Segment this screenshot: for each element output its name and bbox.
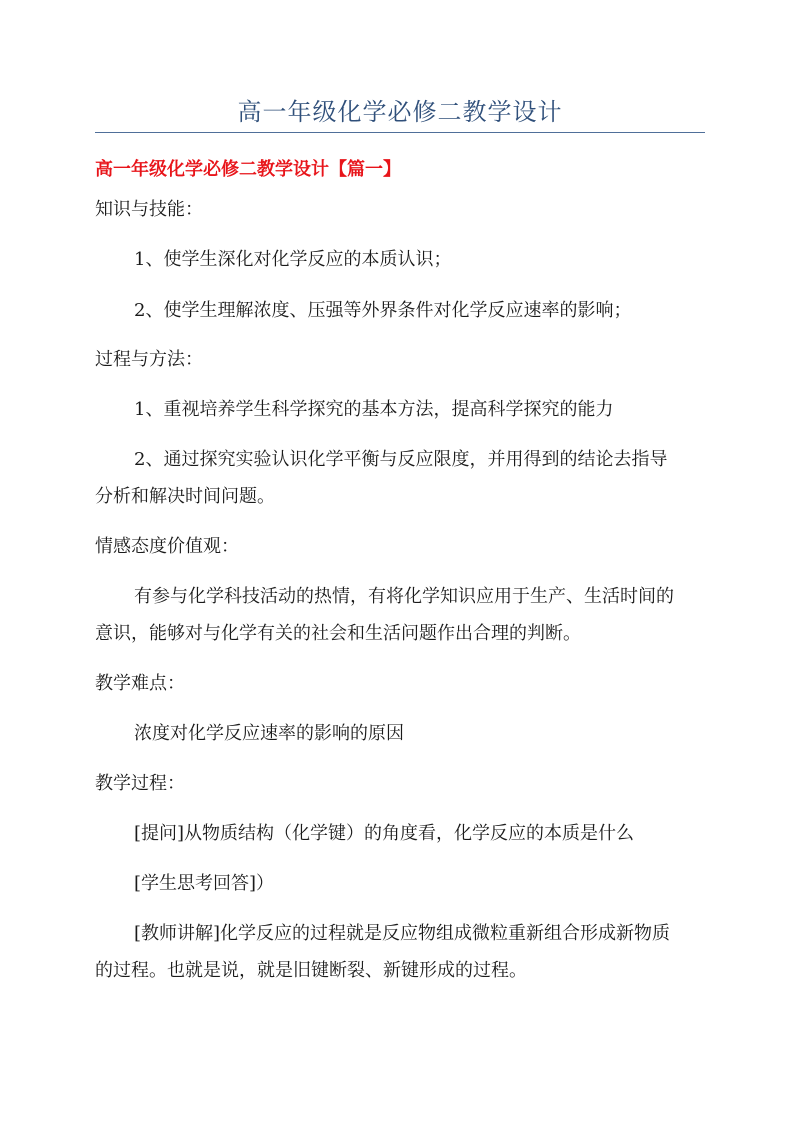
paragraph-item: 有参与化学科技活动的热情，有将化学知识应用于生产、生活时间的 — [134, 586, 674, 607]
paragraph-item: 2、通过探究实验认识化学平衡与反应限度，并用得到的结论去指导 — [134, 449, 668, 470]
paragraph-item: 1、使学生深化对化学反应的本质认识； — [134, 249, 452, 270]
paragraph-continuation: 分析和解决时间问题。 — [95, 486, 275, 507]
paragraph-item: [教师讲解]化学反应的过程就是反应物组成微粒重新组合形成新物质 — [134, 923, 671, 944]
paragraph-continuation: 的过程。也就是说，就是旧键断裂、新键形成的过程。 — [95, 960, 527, 981]
paragraph-item: [学生思考回答]） — [134, 873, 275, 894]
paragraph-teaching-process: 教学过程： — [95, 773, 185, 794]
paragraph-attitude-values: 情感态度价值观： — [95, 536, 239, 557]
paragraph-item: 浓度对化学反应速率的影响的原因 — [134, 723, 404, 744]
paragraph-item: 1、重视培养学生科学探究的基本方法，提高科学探究的能力 — [134, 399, 614, 420]
section-heading: 高一年级化学必修二教学设计【篇一】 — [95, 159, 401, 180]
title-underline — [95, 132, 705, 133]
paragraph-item: [提问]从物质结构（化学键）的角度看，化学反应的本质是什么 — [134, 823, 635, 844]
paragraph-continuation: 意识，能够对与化学有关的社会和生活问题作出合理的判断。 — [95, 623, 581, 644]
paragraph-knowledge-skills: 知识与技能： — [95, 199, 203, 220]
paragraph-process-methods: 过程与方法： — [95, 349, 203, 370]
document-title: 高一年级化学必修二教学设计 — [237, 98, 563, 126]
paragraph-item: 2、使学生理解浓度、压强等外界条件对化学反应速率的影响； — [134, 300, 632, 321]
paragraph-teaching-difficulty: 教学难点： — [95, 673, 185, 694]
